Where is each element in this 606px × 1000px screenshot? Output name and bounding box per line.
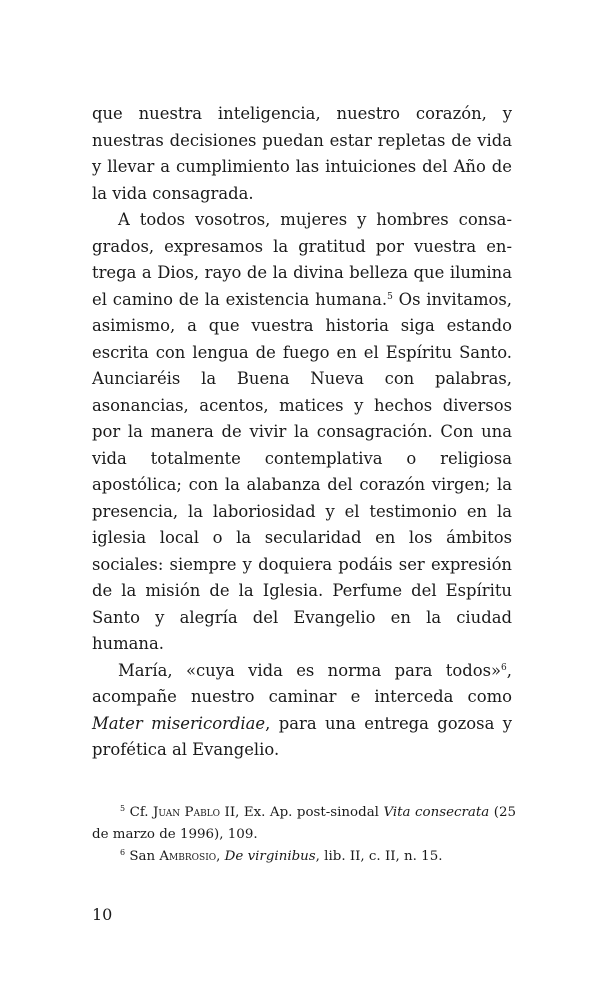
paragraph-3 [92, 658, 512, 764]
paragraph-1-text: que nuestra inteligencia, nuestro corazón, y nuestras decisiones puedan estar repletas de vida y llevar a cumplimiento las intuiciones del Año de la vida consagrada. [92, 104, 512, 203]
footnote-5-title: Vita consecrata [383, 805, 490, 820]
footnote-5-number: 5 [120, 804, 126, 813]
footnote-6-pre: San [125, 849, 160, 864]
paragraph-3-italic: Mater misericordiae [92, 713, 266, 733]
page-number: 10 [92, 905, 113, 924]
paragraph-2 [92, 207, 512, 658]
footnote-5-mid: II, Ex. Ap. post-sinodal [220, 805, 384, 820]
footnote-ref-5: 5 [387, 291, 393, 302]
footnote-6-author: Ambrosio [159, 849, 217, 864]
footnotes [92, 802, 516, 868]
footnote-6-mid: , [216, 849, 225, 864]
paragraph-3-text-a: María, «cuya vida es norma para todos» [118, 660, 502, 680]
footnote-6-post: , lib. II, c. II, n. 15. [315, 849, 443, 864]
footnote-5-author: Juan Pablo [153, 805, 221, 820]
footnote-6 [92, 846, 516, 868]
paragraph-2-text-b: Os invitamos, asimismo, a que vuestra historia siga estando escrita con lengua de fuego en el Espíritu Santo. Aunciaréis la Buena Nueva con palabras, asonancias, acentos, matices y hechos diversos por la manera de vivir la consagración. Con una vida totalmente contemplativa o religiosa apostólica; con la alabanza del corazón virgen; la presencia, la laboriosidad y el testimonio en la iglesia local o la secularidad en los ámbitos sociales: siempre y doquiera podáis ser expresión de la misión de la Iglesia. Perfume del Espíritu Santo y alegría del Evangelio en la ciudad humana. [92, 289, 512, 653]
footnote-5-post: (25 de marzo de 1996), 109. [92, 805, 516, 842]
main-text [92, 101, 512, 764]
footnote-5 [92, 802, 516, 846]
footnote-6-title: De virginibus [224, 849, 316, 864]
footnote-6-number: 6 [120, 848, 126, 857]
paragraph-3-text-b: , acompañe nuestro caminar e interceda como [92, 660, 512, 706]
paragraph-3-text-c: , para una entrega gozosa y profética al Evangelio. [92, 713, 513, 759]
paragraph-2-text-a: A todos vosotros, mujeres y hombres consagrados, expresamos la gratitud por vuestra entrega a Dios, rayo de la divina belleza que ilumina el camino de la existencia humana. [92, 210, 512, 309]
footnote-5-pre: Cf. [125, 805, 154, 820]
footnote-ref-6: 6 [501, 662, 507, 673]
paragraph-1 [92, 101, 512, 207]
